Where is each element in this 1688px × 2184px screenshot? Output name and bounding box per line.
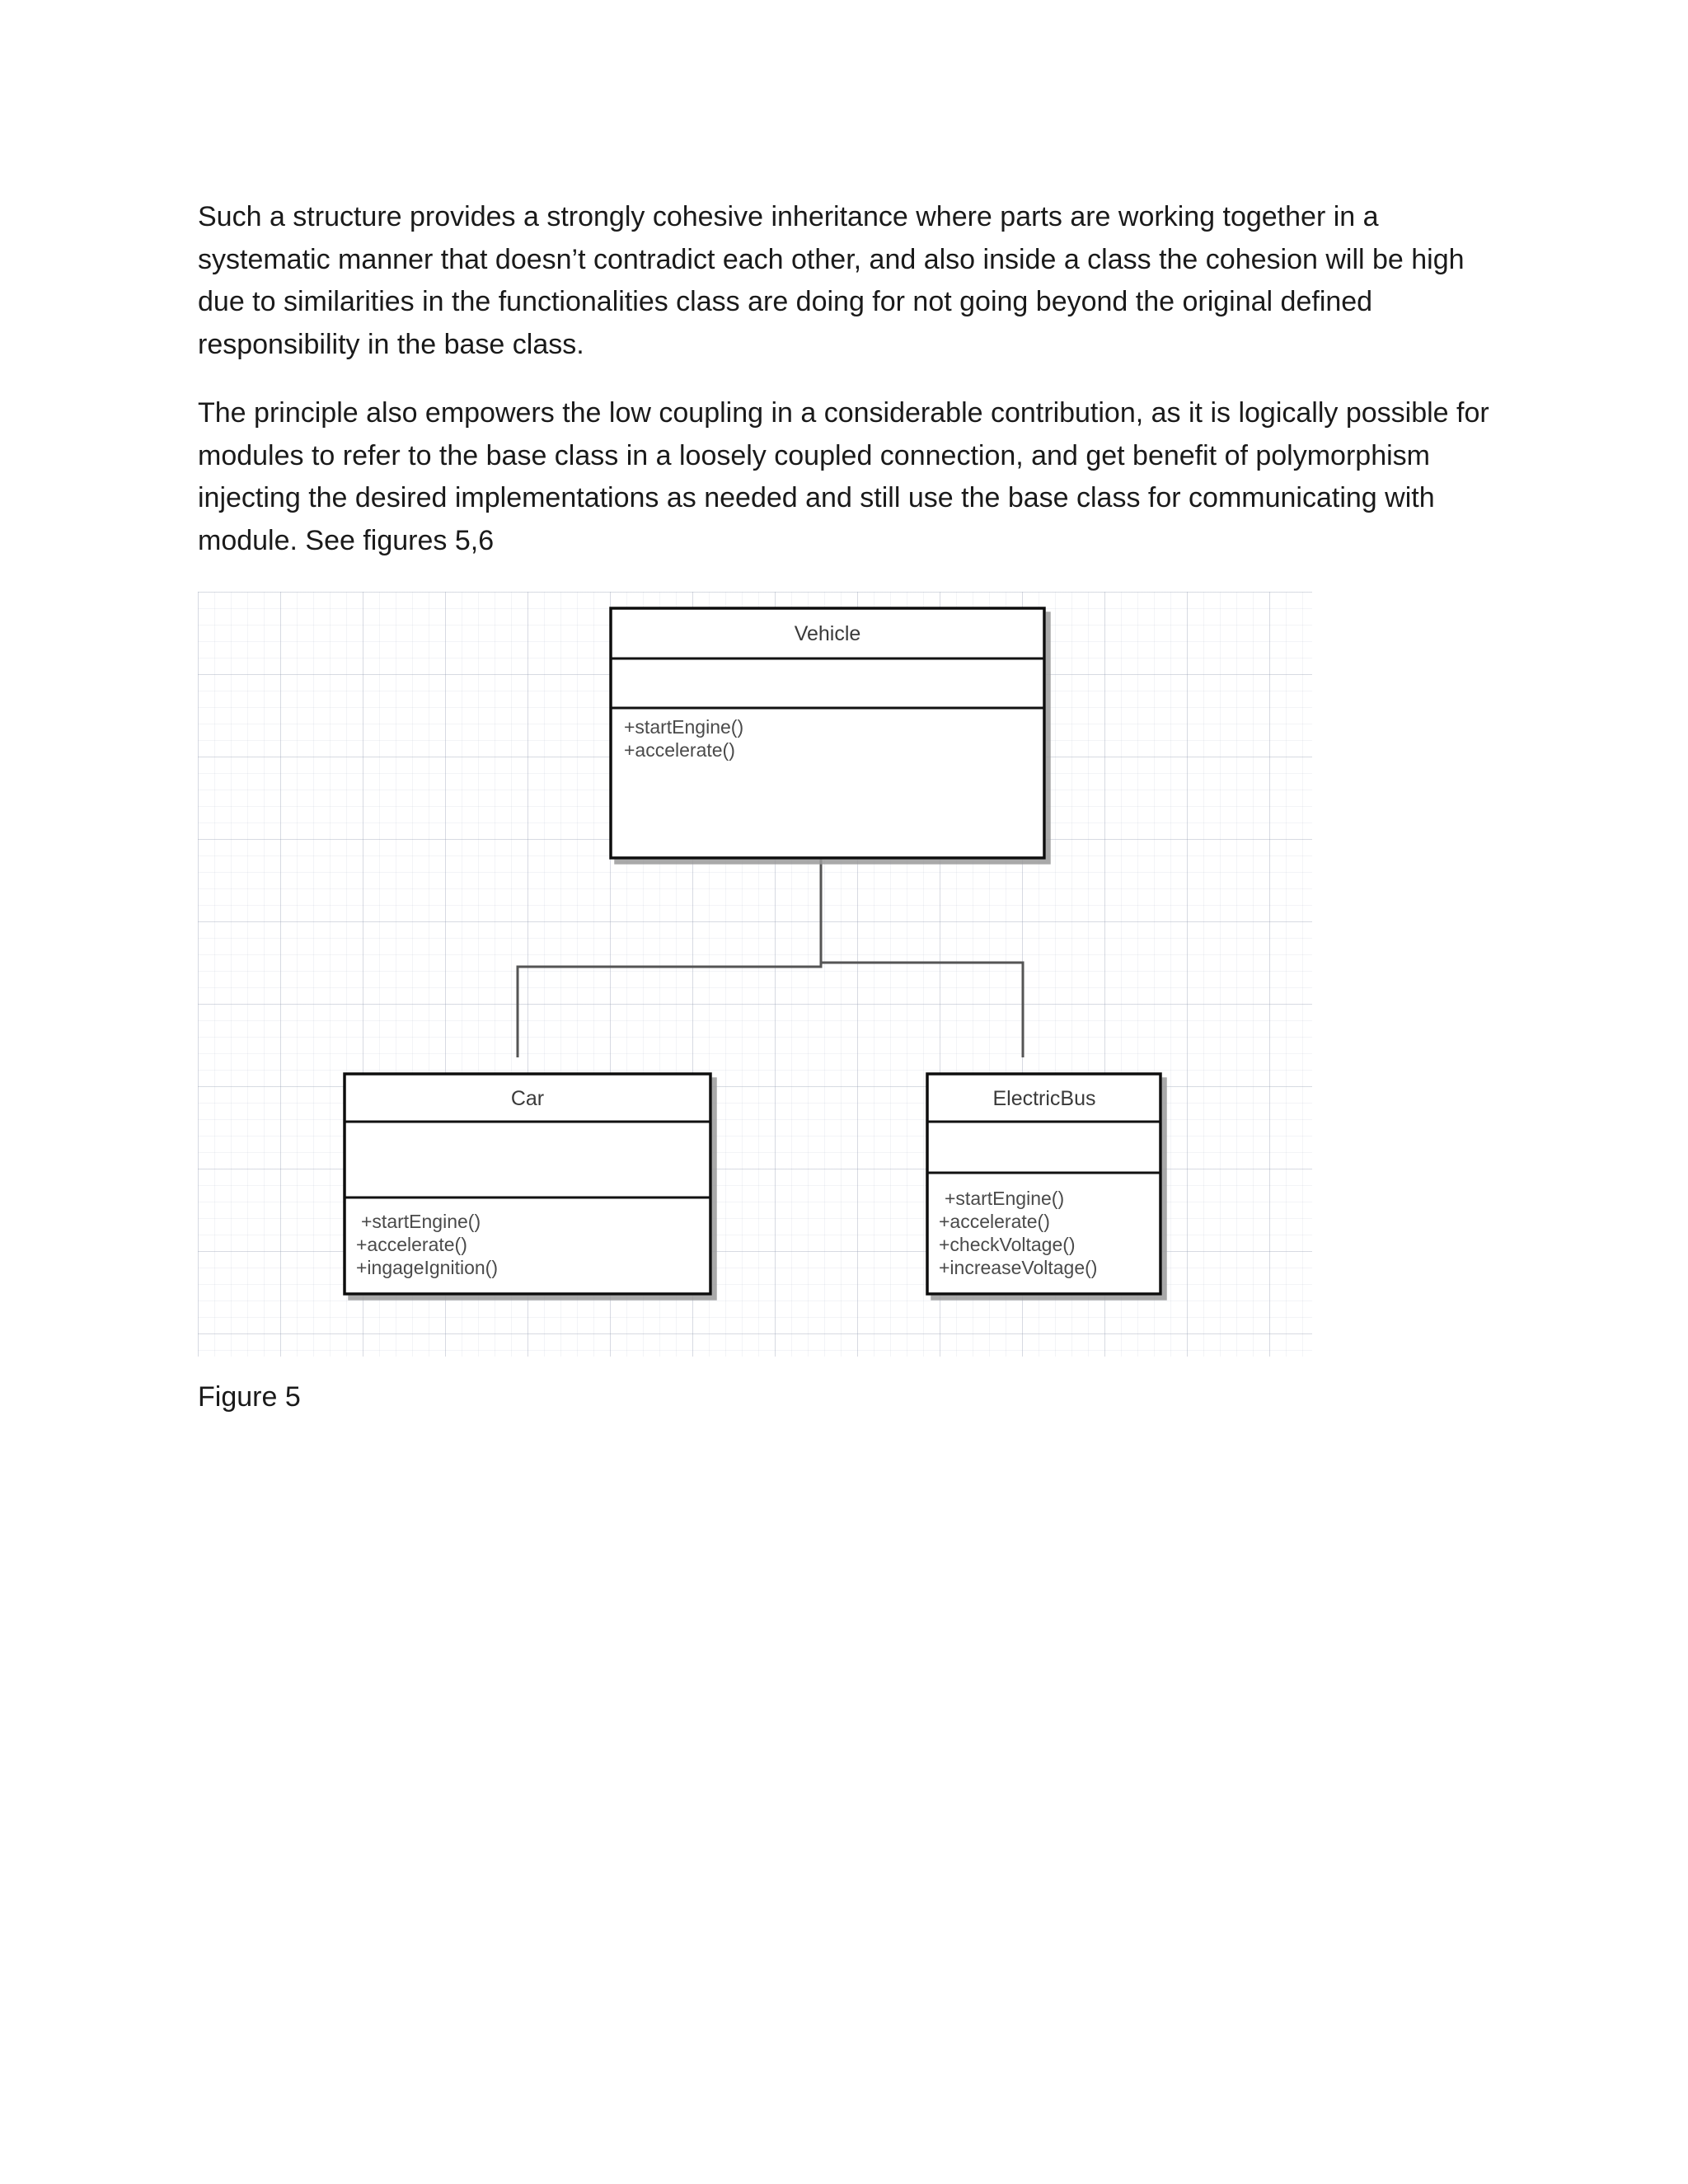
uml-class-diagram (198, 592, 1312, 1357)
vehicle-op-accelerate: +accelerate() (624, 739, 735, 761)
car-to-vehicle-line (518, 857, 821, 1057)
generalization-connectors (518, 841, 1023, 1057)
bus-op-check-voltage: +checkVoltage() (939, 1234, 1076, 1255)
bus-op-accelerate: +accelerate() (939, 1211, 1050, 1232)
class-name-car: Car (510, 1087, 545, 1110)
car-op-accelerate: +accelerate() (356, 1234, 467, 1255)
bus-op-increase-voltage: +increaseVoltage() (939, 1257, 1098, 1278)
vehicle-op-start-engine: +startEngine() (624, 716, 744, 738)
class-name-vehicle: Vehicle (794, 622, 861, 645)
car-op-start-engine: +startEngine() (361, 1211, 481, 1232)
car-op-ingage-ignition: +ingageIgnition() (356, 1257, 498, 1278)
figure-caption: Figure 5 (198, 1381, 301, 1413)
class-vehicle (611, 608, 1044, 858)
class-electric-bus (927, 1074, 1160, 1294)
paragraph-coupling: The principle also empowers the low coupling in a considerable contribution, as it is logically possible for modules to refer to the base class in a loosely coupled connection, and get benefit of polymorphism injecting the desired implementations as needed and still use the base class for communicating with module. See figures 5,6 (198, 397, 1489, 556)
class-name-electric-bus: ElectricBus (992, 1087, 1096, 1110)
class-car (345, 1074, 710, 1294)
paragraph-cohesion: Such a structure provides a strongly cohesive inheritance where parts are working together in a systematic manner that doesn’t contradict each other, and also inside a class the cohesion will be high due to similarities in the functionalities class are doing for not going beyond the original defined responsibility in the base class. (198, 201, 1465, 360)
bus-op-start-engine: +startEngine() (945, 1188, 1065, 1209)
bus-to-vehicle-line (821, 963, 1023, 1057)
